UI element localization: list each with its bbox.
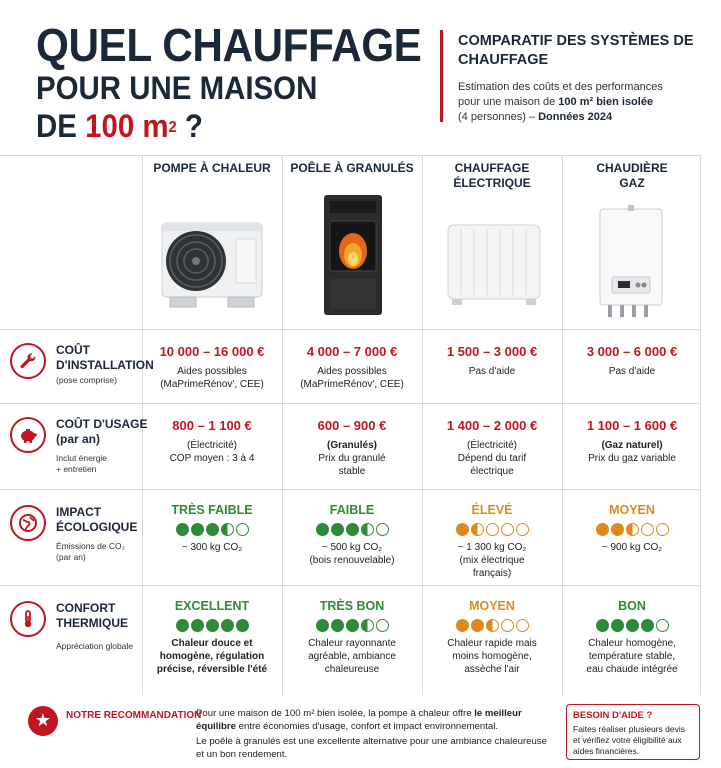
ecology-detail	[282, 541, 422, 567]
recommendation-p1-bold: le meilleur équilibre	[196, 708, 522, 732]
page-title-line-2: POUR UNE MAISON	[36, 70, 318, 106]
rating-dot	[346, 619, 359, 632]
rating-dot	[316, 619, 329, 632]
description-line-1: Estimation des coûts et des performances	[458, 81, 663, 93]
ecology-level: FAIBLE	[329, 503, 375, 517]
usage-cell	[282, 417, 422, 478]
comfort-detail-line: température stable,	[588, 651, 676, 662]
comfort-detail	[562, 637, 702, 676]
row-note-usage	[56, 453, 151, 475]
description	[458, 80, 708, 125]
comfort-detail-line: Chaleur rayonnante	[308, 638, 396, 649]
installation-cost: 3 000 – 6 000 €	[586, 344, 678, 359]
comfort-detail-line: Chaleur rapide mais	[447, 638, 537, 649]
ecology-rating	[562, 523, 702, 537]
comfort-level: MOYEN	[469, 599, 515, 613]
title-prefix: DE	[36, 108, 86, 144]
comfort-detail-line: chaleureuse	[324, 664, 380, 675]
recommendation-p1-suffix: entre économies d'usage, confort et impact environnemental.	[235, 720, 499, 732]
rating-dot	[626, 619, 639, 632]
rating-dot	[221, 523, 234, 536]
usage-cell	[562, 417, 702, 465]
installation-detail	[282, 365, 422, 391]
row-divider	[0, 489, 700, 490]
row-divider	[0, 403, 700, 404]
comfort-level: TRÈS BON	[319, 599, 385, 613]
recommendation-text	[196, 708, 548, 764]
title-accent-value: 100 m	[85, 108, 169, 144]
ecology-level: MOYEN	[609, 503, 655, 517]
usage-cell	[142, 417, 282, 465]
usage-detail-line: stable	[338, 466, 366, 477]
description-line-3	[458, 110, 708, 125]
ecology-cell	[562, 501, 702, 554]
rating-dot	[361, 619, 374, 632]
installation-detail-line: Pas d'aide	[468, 366, 516, 377]
comfort-rating	[422, 619, 562, 633]
description-line-3-bold: Données 2024	[538, 111, 613, 123]
rating-dot	[456, 523, 469, 536]
help-title: BESOIN D'AIDE ?	[573, 710, 653, 721]
rating-dot	[376, 619, 389, 632]
comfort-cell	[422, 597, 562, 676]
usage-detail-line: COP moyen : 3 à 4	[169, 453, 255, 464]
thermometer-icon	[10, 601, 46, 637]
comfort-detail-line: assèche l'air	[464, 664, 520, 675]
header	[0, 0, 721, 155]
system-header-gas-boiler	[562, 161, 702, 191]
recommendation-label: NOTRE RECOMMANDATION	[66, 710, 202, 721]
usage-cost: 800 – 1 100 €	[172, 418, 252, 433]
ecology-detail	[422, 541, 562, 580]
installation-cell	[142, 343, 282, 391]
rating-dot	[516, 523, 529, 536]
ecology-level: ÉLEVÉ	[471, 503, 513, 517]
installation-cell	[562, 343, 702, 378]
rating-dot	[346, 523, 359, 536]
comfort-cell	[142, 597, 282, 676]
usage-detail-line: Prix du gaz variable	[588, 453, 676, 464]
gas-boiler-image	[598, 205, 666, 321]
rating-dot	[626, 523, 639, 536]
usage-detail-line: Dépend du tarif	[457, 453, 527, 464]
rating-dot	[471, 619, 484, 632]
ecology-rating	[282, 523, 422, 537]
rating-dot	[206, 523, 219, 536]
comfort-detail-line: Chaleur douce et	[171, 638, 253, 649]
rating-dot	[331, 619, 344, 632]
row-note-usage-line: Inclut énergie	[56, 453, 108, 463]
installation-cost: 1 500 – 3 000 €	[446, 344, 538, 359]
ecology-detail-line: (bois renouvelable)	[309, 555, 395, 566]
row-title-usage	[56, 417, 151, 447]
description-line-3-text: (4 personnes) –	[458, 111, 539, 123]
description-line-2	[458, 95, 708, 110]
recommendation-paragraph-2: Le poêle à granulés est une excellente alternative pour une ambiance chaleureuse et un bon rendement.	[196, 736, 547, 760]
ecology-cell	[282, 501, 422, 567]
ecology-detail-line: français)	[472, 568, 512, 579]
row-note-ecology	[56, 541, 151, 563]
comfort-detail-line: agréable, ambiance	[308, 651, 396, 662]
rating-dot	[376, 523, 389, 536]
usage-detail-fuel: (Gaz naturel)	[601, 440, 663, 451]
heat-pump-image	[158, 217, 270, 313]
rating-dot	[206, 619, 219, 632]
usage-detail-line: Prix du granulé	[318, 453, 386, 464]
rating-dot	[236, 523, 249, 536]
rating-dot	[471, 523, 484, 536]
ecology-detail-line: ~ 900 kg CO₂	[601, 542, 663, 553]
rating-dot	[236, 619, 249, 632]
system-header-electric-label: CHAUFFAGE ÉLECTRIQUE	[453, 161, 531, 190]
rating-dot	[486, 619, 499, 632]
ecology-detail-line: ~ 500 kg CO₂	[321, 542, 383, 553]
system-header-pellet-stove: POÊLE À GRANULÉS	[290, 161, 414, 175]
description-line-2-text: pour une maison de	[458, 96, 559, 108]
installation-detail-line: Aides possibles	[317, 366, 387, 377]
row-title-usage-sub: (par an)	[56, 432, 101, 446]
row-note-installation: (pose comprise)	[56, 375, 117, 385]
system-header-heat-pump: POMPE À CHALEUR	[153, 161, 271, 175]
ecology-detail-line: ~ 300 kg CO₂	[181, 542, 243, 553]
comfort-detail-line: moins homogène,	[452, 651, 532, 662]
pellet-stove-image	[322, 193, 384, 317]
installation-detail	[422, 365, 562, 378]
recommendation-p1-text: Pour une maison de 100 m² bien isolée, la pompe à chaleur offre	[196, 708, 475, 719]
usage-detail-line: électrique	[470, 466, 514, 477]
row-divider	[0, 329, 700, 330]
ecology-rating	[422, 523, 562, 537]
rating-dot	[516, 619, 529, 632]
ecology-rating	[142, 523, 282, 537]
rating-dot	[191, 619, 204, 632]
rating-dot	[361, 523, 374, 536]
comfort-detail	[422, 637, 562, 676]
title-accent-sup: 2	[168, 119, 177, 136]
comfort-detail	[142, 637, 282, 676]
usage-detail	[142, 439, 282, 465]
page-title-line-1: QUEL CHAUFFAGE	[36, 19, 422, 71]
rating-dot	[176, 523, 189, 536]
usage-cost: 1 400 – 2 000 €	[446, 418, 538, 433]
comfort-level: EXCELLENT	[174, 599, 250, 613]
electric-radiator-image	[444, 221, 544, 309]
comfort-rating	[562, 619, 702, 633]
ecology-detail	[142, 541, 282, 554]
rating-dot	[596, 619, 609, 632]
usage-cell	[422, 417, 562, 478]
comfort-rating	[282, 619, 422, 633]
rating-dot	[486, 523, 499, 536]
installation-cell	[422, 343, 562, 378]
piggy-bank-icon	[10, 417, 46, 453]
ecology-detail-line: ~ 1 300 kg CO₂	[457, 542, 527, 553]
system-header-electric	[422, 161, 562, 191]
title-accent	[85, 108, 177, 144]
comfort-detail-line: précise, réversible l'été	[156, 664, 268, 675]
installation-detail	[562, 365, 702, 378]
installation-cost: 4 000 – 7 000 €	[306, 344, 398, 359]
rating-dot	[501, 523, 514, 536]
usage-detail-line: (Électricité)	[186, 440, 237, 451]
rating-dot	[656, 619, 669, 632]
usage-cost: 600 – 900 €	[317, 418, 387, 433]
ecology-cell	[142, 501, 282, 554]
comfort-level: BON	[618, 599, 646, 613]
rating-dot	[611, 523, 624, 536]
installation-detail	[142, 365, 282, 391]
rating-dot	[191, 523, 204, 536]
usage-detail-line: (Électricité)	[466, 440, 517, 451]
rating-dot	[176, 619, 189, 632]
comfort-rating	[142, 619, 282, 633]
row-title-ecology: IMPACT ÉCOLOGIQUE	[56, 505, 138, 534]
row-note-comfort: Appréciation globale	[56, 641, 134, 651]
comfort-detail-line: homogène, régulation	[159, 651, 265, 662]
installation-detail-line: (MaPrimeRénov', CEE)	[300, 379, 404, 390]
globe-leaf-icon	[10, 505, 46, 541]
help-box	[566, 704, 700, 760]
rating-dot	[221, 619, 234, 632]
star-icon: ★	[28, 706, 58, 736]
comfort-detail-line: eau chaude intégrée	[586, 664, 678, 675]
rating-dot	[501, 619, 514, 632]
help-text: Faites réaliser plusieurs devis et vérifiez votre éligibilité aux aides financières.	[573, 724, 685, 756]
installation-detail-line: Aides possibles	[177, 366, 247, 377]
usage-detail	[422, 439, 562, 478]
description-line-2-bold: 100 m² bien isolée	[558, 96, 654, 108]
row-divider	[0, 155, 700, 156]
usage-detail	[282, 439, 422, 478]
ecology-detail	[562, 541, 702, 554]
installation-cost: 10 000 – 16 000 €	[159, 344, 265, 359]
row-title-usage-main: COÛT D'USAGE	[56, 417, 148, 431]
ecology-detail-line: (mix électrique	[459, 555, 525, 566]
usage-cost: 1 100 – 1 600 €	[586, 418, 678, 433]
wrench-icon	[10, 343, 46, 379]
rating-dot	[641, 523, 654, 536]
header-divider	[440, 30, 443, 122]
rating-dot	[456, 619, 469, 632]
subtitle: COMPARATIF DES SYSTÈMES DE CHAUFFAGE	[458, 33, 694, 68]
recommendation-footer	[0, 698, 721, 768]
installation-detail-line: Pas d'aide	[608, 366, 656, 377]
ecology-level: TRÈS FAIBLE	[171, 503, 253, 517]
installation-cell	[282, 343, 422, 391]
page-title-line-3	[36, 108, 203, 144]
installation-detail-line: (MaPrimeRénov', CEE)	[160, 379, 264, 390]
rating-dot	[596, 523, 609, 536]
rating-dot	[611, 619, 624, 632]
usage-detail	[562, 439, 702, 465]
system-header-gas-label: CHAUDIÈRE GAZ	[596, 161, 668, 190]
comfort-cell	[562, 597, 702, 676]
rating-dot	[316, 523, 329, 536]
title-suffix: ?	[176, 108, 203, 144]
usage-detail-fuel: (Granulés)	[326, 440, 377, 451]
rating-dot	[331, 523, 344, 536]
row-note-usage-line: + entretien	[56, 464, 97, 474]
row-title-comfort: CONFORT THERMIQUE	[56, 601, 128, 630]
row-note-ecology-line: (par an)	[56, 552, 86, 562]
row-note-ecology-line: Émissions de CO₂	[56, 541, 125, 551]
comfort-cell	[282, 597, 422, 676]
rating-dot	[656, 523, 669, 536]
comfort-detail	[282, 637, 422, 676]
rating-dot	[641, 619, 654, 632]
recommendation-paragraph-1	[196, 708, 548, 733]
row-title-installation: COÛT D'INSTALLATION	[56, 343, 154, 372]
comfort-detail-line: Chaleur homogène,	[588, 638, 676, 649]
ecology-cell	[422, 501, 562, 580]
row-divider	[0, 585, 700, 586]
